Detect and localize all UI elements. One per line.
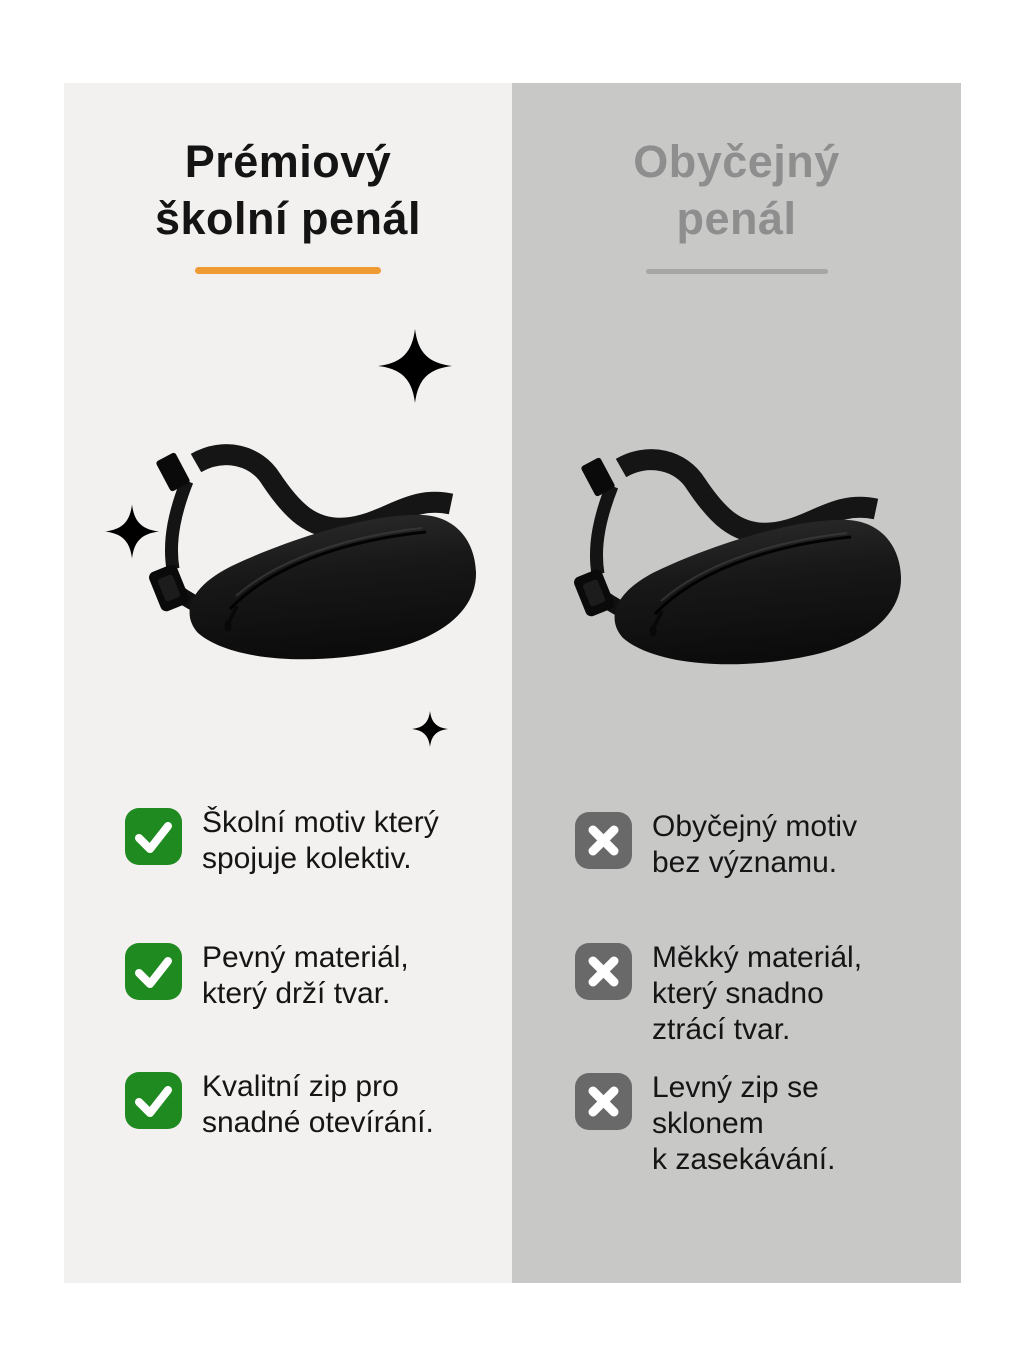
- benefit-text-line: snadné otevírání.: [202, 1106, 434, 1139]
- drawback-text: [652, 1070, 835, 1178]
- product-image-ordinary-pencil-case: [565, 450, 905, 670]
- benefit-row: [125, 943, 409, 1012]
- x-icon: [575, 1073, 632, 1130]
- benefit-text-line: Školní motiv který: [202, 806, 439, 839]
- check-icon: [125, 1072, 182, 1129]
- benefit-row: [125, 1072, 434, 1141]
- ordinary-title-underline: [646, 269, 828, 274]
- drawback-row: [575, 812, 857, 881]
- ordinary-title: [512, 133, 961, 247]
- benefit-text: [202, 940, 409, 1012]
- drawback-text-line: k zasekávání.: [652, 1143, 836, 1176]
- drawback-text-line: ztrácí tvar.: [652, 1013, 791, 1046]
- benefit-text-line: Kvalitní zip pro: [202, 1070, 399, 1103]
- drawback-text-line: Obyčejný motiv: [652, 810, 858, 843]
- premium-title: [64, 133, 512, 247]
- benefit-text: [202, 805, 439, 877]
- premium-title-line2: školní penál: [154, 193, 422, 244]
- drawback-text-line: který snadno: [652, 977, 824, 1010]
- benefit-text-line: spojuje kolektiv.: [202, 842, 412, 875]
- panel-ordinary: [512, 83, 961, 1283]
- check-icon: [125, 808, 182, 865]
- premium-title-underline: [195, 267, 381, 274]
- drawback-row: [575, 1073, 835, 1178]
- drawback-text-line: bez významu.: [652, 846, 838, 879]
- benefit-row: [125, 808, 439, 877]
- benefit-text-line: Pevný materiál,: [202, 941, 409, 974]
- drawback-text-line: sklonem: [652, 1107, 764, 1140]
- drawback-text: [652, 809, 857, 881]
- check-icon: [125, 943, 182, 1000]
- drawback-text: [652, 940, 862, 1048]
- benefit-text-line: který drží tvar.: [202, 977, 391, 1010]
- ordinary-title-line2: penál: [676, 193, 797, 244]
- benefit-text: [202, 1069, 434, 1141]
- sparkle-icon: [378, 327, 452, 405]
- sparkle-icon: [412, 710, 448, 748]
- ordinary-title-line1: Obyčejný: [633, 136, 840, 187]
- drawback-text-line: Levný zip se: [652, 1071, 819, 1104]
- drawback-row: [575, 943, 862, 1048]
- panel-premium: [64, 83, 512, 1283]
- drawback-text-line: Měkký materiál,: [652, 941, 863, 974]
- product-image-premium-pencil-case: [140, 445, 480, 665]
- x-icon: [575, 943, 632, 1000]
- premium-title-line1: Prémiový: [184, 136, 392, 187]
- x-icon: [575, 812, 632, 869]
